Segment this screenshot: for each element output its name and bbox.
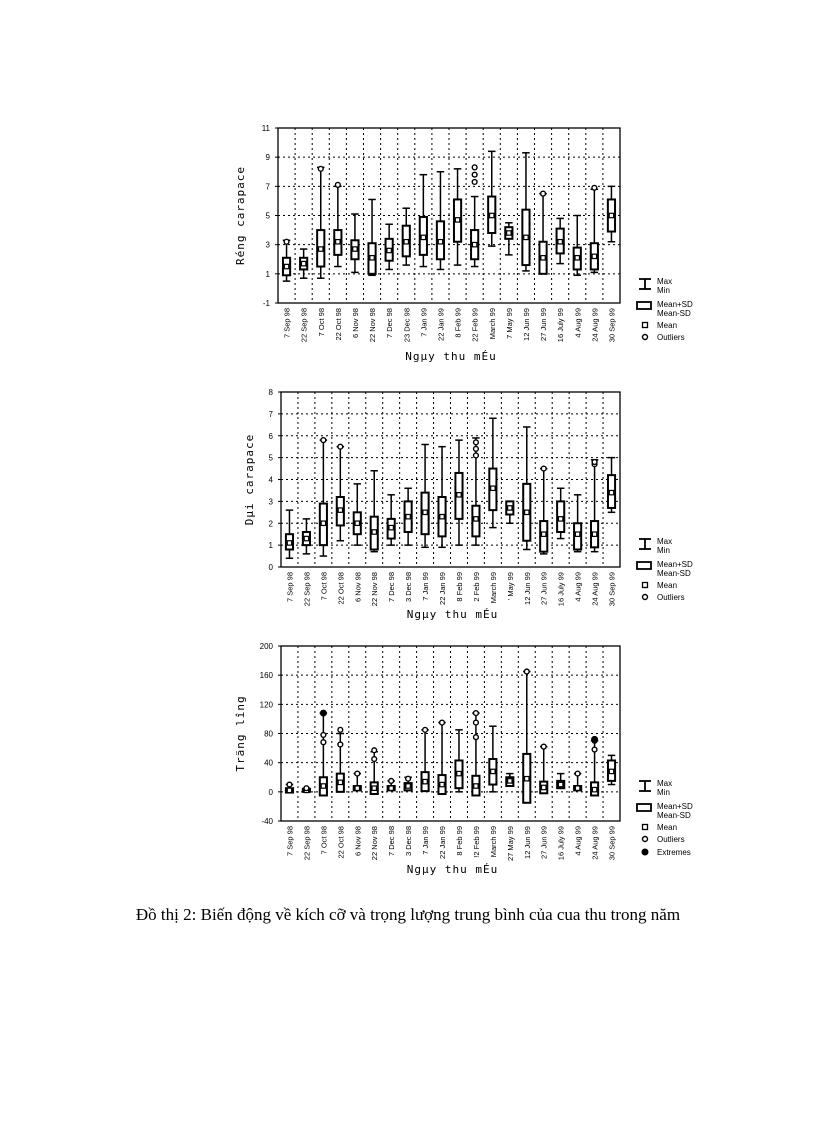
legend-outlier-icon bbox=[643, 335, 648, 340]
box-8 bbox=[404, 776, 411, 790]
mean-marker bbox=[301, 261, 305, 265]
outlier-point bbox=[338, 727, 343, 732]
mean-marker bbox=[558, 517, 562, 521]
outlier-point bbox=[338, 444, 343, 449]
mean-marker bbox=[609, 213, 613, 217]
x-tick-label: March 99 bbox=[488, 826, 498, 858]
mean-marker bbox=[455, 218, 459, 222]
outlier-point bbox=[304, 786, 309, 791]
mean-marker bbox=[287, 541, 291, 545]
mean-marker bbox=[491, 486, 495, 490]
outlier-point bbox=[474, 735, 479, 740]
outlier-point bbox=[389, 778, 394, 783]
x-tick-label: 24 Aug 99 bbox=[590, 308, 600, 342]
x-tick-label: 3 Dec 98 bbox=[404, 826, 414, 857]
box-6 bbox=[370, 471, 377, 552]
x-axis-title: Ngµy thu mÉu bbox=[406, 863, 499, 876]
y-tick-label: 6 bbox=[268, 431, 273, 441]
chart-panel-1 bbox=[234, 124, 693, 363]
x-tick-label: 6 Nov 98 bbox=[353, 826, 363, 857]
legend-label-max: Max bbox=[657, 779, 673, 788]
x-tick-label: 2 Feb 99 bbox=[471, 572, 481, 602]
x-tick-label: 7 Sep 98 bbox=[285, 826, 295, 857]
mean-marker bbox=[525, 510, 529, 514]
box-8 bbox=[402, 208, 410, 265]
x-tick-label: 7 Jan 99 bbox=[419, 308, 429, 337]
box-20 bbox=[608, 755, 615, 784]
mean-marker bbox=[508, 779, 512, 783]
box-18 bbox=[574, 495, 581, 552]
box-4 bbox=[337, 444, 344, 540]
mean-marker bbox=[389, 525, 393, 529]
mean-marker bbox=[474, 784, 478, 788]
x-tick-label: 8 Feb 99 bbox=[454, 826, 464, 856]
box-16 bbox=[539, 191, 547, 274]
mean-marker bbox=[389, 786, 393, 790]
mean-marker bbox=[474, 517, 478, 521]
figure-caption: Đồ thị 2: Biến động về kích cỡ và trọng lượng trung bình của cua thu trong năm bbox=[135, 905, 681, 924]
x-tick-label: 7 Oct 98 bbox=[319, 572, 329, 601]
legend bbox=[637, 277, 693, 342]
outlier-point bbox=[355, 771, 360, 776]
mean-marker bbox=[592, 787, 596, 791]
legend-label-outliers: Outliers bbox=[657, 835, 685, 844]
mean-marker bbox=[457, 771, 461, 775]
x-tick-label: 27 Jun 99 bbox=[539, 826, 549, 859]
mean-marker bbox=[387, 248, 391, 252]
mean-marker bbox=[472, 242, 476, 246]
mean-marker bbox=[353, 247, 357, 251]
y-tick-label: 7 bbox=[268, 409, 273, 419]
box-5 bbox=[351, 214, 359, 272]
legend-outlier-icon bbox=[643, 837, 648, 842]
outlier-point bbox=[524, 669, 529, 674]
box-14 bbox=[506, 501, 513, 523]
x-tick-label: 27 Jun 99 bbox=[539, 572, 549, 605]
legend-label-mean-plus-sd: Mean+SD bbox=[657, 802, 693, 811]
y-axis-title: Dµi carapace bbox=[243, 433, 256, 526]
outlier-point bbox=[592, 185, 597, 190]
box-1 bbox=[283, 239, 291, 281]
y-tick-label: 3 bbox=[268, 497, 273, 507]
x-tick-label: 23 Dec 98 bbox=[402, 308, 412, 343]
box-13 bbox=[489, 726, 496, 792]
outlier-point bbox=[474, 440, 479, 445]
mean-marker bbox=[423, 510, 427, 514]
outlier-point bbox=[541, 744, 546, 749]
mean-marker bbox=[508, 506, 512, 510]
outlier-point bbox=[318, 166, 323, 171]
box-9 bbox=[421, 445, 428, 548]
x-tick-label: 22 Jan 99 bbox=[438, 826, 448, 859]
box-4 bbox=[334, 182, 342, 266]
legend-label-outliers: Outliers bbox=[657, 333, 685, 342]
box-20 bbox=[608, 186, 616, 241]
outlier-point bbox=[575, 771, 580, 776]
box-12 bbox=[471, 165, 479, 267]
legend-label-mean-minus-sd: Mean-SD bbox=[657, 309, 691, 318]
x-tick-label: 6 Nov 98 bbox=[353, 572, 363, 603]
box-3 bbox=[317, 166, 325, 278]
x-tick-label: 7 Jan 99 bbox=[421, 572, 431, 601]
y-tick-label: 3 bbox=[265, 240, 270, 250]
box-10 bbox=[438, 720, 445, 794]
x-tick-label: 22 Sep 98 bbox=[302, 826, 312, 861]
box-1 bbox=[286, 782, 293, 792]
outlier-point bbox=[474, 711, 479, 716]
box-5 bbox=[354, 771, 361, 790]
outlier-point bbox=[541, 191, 546, 196]
legend-label-mean: Mean bbox=[657, 321, 678, 330]
x-tick-label: 8 Feb 99 bbox=[454, 572, 464, 602]
mean-marker bbox=[558, 782, 562, 786]
mean-marker bbox=[336, 240, 340, 244]
y-tick-label: 7 bbox=[265, 182, 270, 192]
x-tick-label: 27 May 99 bbox=[505, 826, 515, 862]
x-tick-label: 4 Aug 99 bbox=[573, 826, 583, 856]
box-15 bbox=[523, 427, 530, 550]
x-tick-label: 12 Jun 99 bbox=[521, 308, 531, 341]
outlier-point bbox=[440, 720, 445, 725]
mean-marker bbox=[319, 247, 323, 251]
x-tick-label: 7 May 99 bbox=[504, 307, 514, 339]
x-tick-label: 4 Aug 99 bbox=[573, 308, 583, 338]
legend-label-mean: Mean bbox=[657, 581, 678, 590]
box-9 bbox=[420, 175, 428, 267]
legend-label-mean-minus-sd: Mean-SD bbox=[657, 569, 691, 578]
legend-label-mean-plus-sd: Mean+SD bbox=[657, 560, 693, 569]
y-tick-label: 1 bbox=[265, 269, 270, 279]
outlier-point bbox=[472, 165, 477, 170]
x-tick-label: 22 Jan 99 bbox=[438, 572, 448, 605]
extreme-point bbox=[320, 710, 326, 716]
box-3 bbox=[320, 710, 327, 795]
x-tick-label: 22 Oct 98 bbox=[333, 308, 343, 341]
mean-marker bbox=[338, 780, 342, 784]
box-17 bbox=[556, 218, 564, 263]
box-2 bbox=[303, 519, 310, 554]
outlier-point bbox=[321, 740, 326, 745]
mean-marker bbox=[304, 536, 308, 540]
mean-marker bbox=[490, 213, 494, 217]
mean-marker bbox=[542, 532, 546, 536]
outlier-point bbox=[287, 782, 292, 787]
box-11 bbox=[454, 169, 462, 265]
chart-panel-2 bbox=[243, 388, 693, 621]
x-tick-label: 30 Sep 99 bbox=[607, 308, 617, 343]
mean-marker bbox=[507, 231, 511, 235]
x-tick-label: 8 Feb 99 bbox=[453, 308, 463, 338]
mean-marker bbox=[575, 532, 579, 536]
mean-marker bbox=[321, 784, 325, 788]
y-tick-label: 200 bbox=[259, 642, 273, 651]
x-tick-label: 30 Sep 99 bbox=[607, 572, 617, 607]
box-19 bbox=[591, 460, 598, 552]
y-tick-label: 5 bbox=[265, 211, 270, 221]
legend-label-outliers: Outliers bbox=[657, 593, 685, 602]
x-tick-label: 16 July 99 bbox=[556, 826, 566, 861]
legend-box-icon bbox=[637, 302, 651, 309]
mean-marker bbox=[558, 240, 562, 244]
x-tick-label: 3 Dec 98 bbox=[404, 572, 414, 603]
x-tick-label: 24 Aug 99 bbox=[590, 826, 600, 860]
legend-label-max: Max bbox=[657, 537, 673, 546]
y-tick-label: 5 bbox=[268, 453, 273, 463]
x-tick-label: 22 Feb 99 bbox=[470, 308, 480, 342]
outlier-point bbox=[321, 438, 326, 443]
box-1 bbox=[286, 510, 293, 558]
x-tick-label: 22 Jan 99 bbox=[436, 308, 446, 341]
mean-marker bbox=[372, 786, 376, 790]
box-13 bbox=[489, 418, 496, 527]
box-15 bbox=[523, 669, 530, 803]
y-tick-label: 160 bbox=[259, 671, 273, 681]
box-8 bbox=[404, 488, 411, 545]
box-9 bbox=[421, 727, 428, 791]
mean-marker bbox=[524, 235, 528, 239]
outlier-point bbox=[472, 180, 477, 185]
mean-marker bbox=[372, 530, 376, 534]
box-5 bbox=[354, 484, 361, 545]
legend-label-min: Min bbox=[657, 788, 670, 797]
mean-marker bbox=[284, 264, 288, 268]
legend bbox=[637, 779, 693, 857]
box-19 bbox=[591, 736, 598, 795]
x-tick-label: 12 Jun 99 bbox=[522, 572, 532, 605]
x-tick-label: 22 Sep 98 bbox=[302, 572, 312, 607]
box-18 bbox=[573, 216, 581, 276]
box-12 bbox=[472, 438, 479, 545]
mean-marker bbox=[355, 521, 359, 525]
mean-marker bbox=[321, 521, 325, 525]
y-tick-label: 9 bbox=[265, 153, 270, 163]
x-tick-label: 7 Oct 98 bbox=[316, 308, 326, 337]
y-tick-label: 11 bbox=[261, 124, 270, 133]
box-16 bbox=[540, 744, 547, 793]
x-tick-label: 7 Dec 98 bbox=[387, 572, 397, 603]
x-tick-label: 22 Oct 98 bbox=[336, 572, 346, 605]
legend-label-min: Min bbox=[657, 286, 670, 295]
x-tick-label: 16 July 99 bbox=[556, 308, 566, 343]
legend-label-mean-plus-sd: Mean+SD bbox=[657, 300, 693, 309]
x-tick-label: 7 Dec 98 bbox=[385, 308, 395, 339]
mean-marker bbox=[457, 493, 461, 497]
x-tick-label: March 99 bbox=[487, 308, 497, 340]
y-tick-label: -40 bbox=[261, 817, 273, 826]
outlier-point bbox=[592, 460, 597, 465]
mean-marker bbox=[592, 254, 596, 258]
y-tick-label: 80 bbox=[264, 729, 273, 739]
box-13 bbox=[488, 151, 496, 246]
mean-marker bbox=[592, 532, 596, 536]
box-18 bbox=[574, 771, 581, 790]
mean-marker bbox=[575, 256, 579, 260]
box-10 bbox=[438, 447, 445, 548]
x-tick-label: 7 Sep 98 bbox=[282, 308, 292, 339]
box-14 bbox=[505, 223, 513, 255]
mean-marker bbox=[440, 514, 444, 518]
x-tick-label: 7 Oct 98 bbox=[319, 826, 329, 855]
box-3 bbox=[320, 438, 327, 556]
y-axis-title: Träng lîng bbox=[234, 695, 247, 772]
y-tick-label: 0 bbox=[268, 787, 273, 797]
outlier-point bbox=[335, 182, 340, 187]
y-axis-title: Réng carapace bbox=[234, 165, 247, 266]
box-7 bbox=[385, 224, 393, 269]
box-11 bbox=[455, 440, 462, 545]
legend-box-icon bbox=[637, 562, 651, 569]
extreme-point bbox=[592, 736, 598, 742]
box-17 bbox=[557, 774, 564, 789]
box-20 bbox=[608, 458, 615, 513]
y-tick-label: -1 bbox=[262, 299, 270, 308]
outlier-point bbox=[338, 742, 343, 747]
legend-label-mean-minus-sd: Mean-SD bbox=[657, 811, 691, 820]
mean-marker bbox=[338, 508, 342, 512]
outlier-point bbox=[372, 757, 377, 762]
mean-marker bbox=[575, 786, 579, 790]
outlier-point bbox=[474, 720, 479, 725]
mean-marker bbox=[542, 785, 546, 789]
legend-label-extremes: Extremes bbox=[657, 848, 691, 857]
x-tick-label: 22 Nov 98 bbox=[368, 308, 378, 343]
box-4 bbox=[337, 727, 344, 791]
x-tick-label: 4 Aug 99 bbox=[573, 572, 583, 602]
legend-label-mean: Mean bbox=[657, 823, 678, 832]
legend-extreme-icon bbox=[642, 849, 648, 855]
box-6 bbox=[370, 748, 377, 794]
box-2 bbox=[300, 249, 308, 278]
x-tick-label: 24 Aug 99 bbox=[590, 572, 600, 606]
x-tick-label: ' May 99 bbox=[505, 572, 515, 601]
x-tick-label: 22 Nov 98 bbox=[370, 572, 380, 607]
box-17 bbox=[557, 488, 564, 538]
outlier-point bbox=[284, 239, 289, 244]
mean-marker bbox=[440, 782, 444, 786]
x-tick-label: 7 Dec 98 bbox=[387, 826, 397, 857]
mean-marker bbox=[370, 256, 374, 260]
x-tick-label: 22 Nov 98 bbox=[370, 826, 380, 861]
x-axis-title: Ngµy thu mÉu bbox=[405, 350, 497, 363]
mean-marker bbox=[406, 784, 410, 788]
box-7 bbox=[387, 778, 394, 790]
box-12 bbox=[472, 711, 479, 796]
legend-mean-icon bbox=[643, 583, 648, 588]
outlier-point bbox=[472, 172, 477, 177]
legend-outlier-icon bbox=[643, 595, 648, 600]
outlier-point bbox=[321, 733, 326, 738]
y-tick-label: 0 bbox=[268, 563, 273, 572]
legend-label-min: Min bbox=[657, 546, 670, 555]
mean-marker bbox=[423, 779, 427, 783]
mean-marker bbox=[406, 514, 410, 518]
y-tick-label: 2 bbox=[268, 519, 273, 529]
legend-mean-icon bbox=[643, 825, 648, 830]
outlier-point bbox=[592, 747, 597, 752]
x-tick-label: 30 Sep 99 bbox=[607, 826, 617, 861]
outlier-point bbox=[474, 446, 479, 451]
x-tick-label: 27 Jun 99 bbox=[539, 308, 549, 341]
legend-mean-icon bbox=[643, 323, 648, 328]
box-7 bbox=[387, 495, 394, 545]
y-tick-label: 120 bbox=[259, 700, 273, 710]
mean-marker bbox=[491, 769, 495, 773]
outlier-point bbox=[406, 776, 411, 781]
y-tick-label: 8 bbox=[268, 388, 273, 397]
outlier-point bbox=[541, 466, 546, 471]
legend-box-icon bbox=[637, 804, 651, 811]
legend-label-max: Max bbox=[657, 277, 673, 286]
mean-marker bbox=[287, 788, 291, 792]
box-2 bbox=[303, 786, 310, 793]
outlier-point bbox=[474, 453, 479, 458]
mean-marker bbox=[421, 235, 425, 239]
box-19 bbox=[591, 185, 599, 272]
mean-marker bbox=[525, 777, 529, 781]
y-tick-label: 40 bbox=[264, 758, 273, 768]
mean-marker bbox=[541, 256, 545, 260]
y-tick-label: 1 bbox=[268, 541, 273, 551]
x-tick-label: March 99 bbox=[488, 572, 498, 604]
mean-marker bbox=[438, 240, 442, 244]
box-6 bbox=[368, 199, 376, 275]
box-15 bbox=[522, 153, 530, 271]
mean-marker bbox=[609, 490, 613, 494]
y-tick-label: 4 bbox=[268, 475, 273, 485]
box-11 bbox=[455, 730, 462, 792]
x-axis-title: Ngµy thu mÉu bbox=[406, 608, 499, 621]
x-tick-label: 12 Jun 99 bbox=[522, 826, 532, 859]
mean-marker bbox=[609, 769, 613, 773]
mean-marker bbox=[404, 240, 408, 244]
x-tick-label: 7 Sep 98 bbox=[285, 572, 295, 603]
x-tick-label: 6 Nov 98 bbox=[350, 308, 360, 339]
x-tick-label: 7 Jan 99 bbox=[421, 826, 431, 855]
x-tick-label: !2 Feb 99 bbox=[471, 826, 481, 858]
x-tick-label: 22 Sep 98 bbox=[299, 308, 309, 343]
outlier-point bbox=[423, 727, 428, 732]
outlier-point bbox=[372, 748, 377, 753]
box-14 bbox=[506, 774, 513, 786]
x-tick-label: 22 Oct 98 bbox=[336, 826, 346, 859]
legend bbox=[637, 537, 693, 602]
chart-panel-3 bbox=[234, 642, 693, 876]
x-tick-label: 16 July 99 bbox=[556, 572, 566, 607]
mean-marker bbox=[355, 786, 359, 790]
